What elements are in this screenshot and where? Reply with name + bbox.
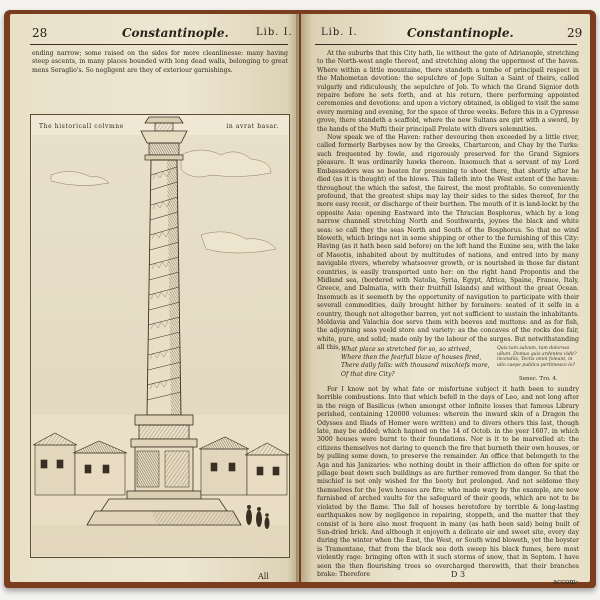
verse-reference: Senec. Tro. 4. [519,376,558,382]
verse-line: There daily falls: with thousand mischiefs more, [341,362,490,370]
header-rule [315,44,577,45]
column-engraving [31,115,289,557]
page-number: 28 [32,26,48,40]
figure-caption-right: in avrat basar. [226,123,279,130]
figure-caption-left: The historicall colvmne [39,123,124,130]
signature-mark: All [258,572,269,581]
signature-mark: D 3 [451,570,466,579]
header-rule [30,44,288,45]
left-page [10,14,299,582]
page-number: 29 [567,26,583,40]
running-head: Constantinople. [122,26,229,40]
catchword: accom- [553,578,579,586]
paragraph: Now speak we of the Haven: rather devouring then exceeded by a little river, called formerly Barbyses now by the Greeks, Chartarcon, and Chay by the Turks: such frequented by fowle, and rigorously preserved for the Grand Signiors pleasure. It was ordinarily hawks thereon. Insomuch that a servant of my Lord Embassadors was so beaten for presuming to shoot there, that shortly after he died (as it is thought) of the blows. This falleth into the West extent of the haven: throughout the which the safest, the fairest, the most profitable. So conveniently profound, that the greatest ships may lay their sides to the sides thereof, for the more easy receit, or discharge of their burthen. The mouth of it is land-lockt by the opposite Asia: opening Eastward into the Thracian Bosphorus, which by a long narrow channell stretching North and Southwards, joynes the black and white seas: so call they the seas North and South of the Bosphorus. So that no wind bloweth, which brings not in some shipping or other to the furnishing of this City: Having (as it hath been said before) on the left hand the Euxine sea, with the lake of Maeotis, inhabited about by multitudes of nations, and entred into by many navigable rivers, whereby whatsoever growth, or is nourished in those far distant countries, is easily transported unto her: on the right hand Propontis and the Midland sea, (bordered with Natolia, Syria, Egypt, Africa, Spaine, France, Italy, Greece, and Dalmatia, with their fruitfull Islands) and without the great Ocean. Insomuch as it seemeth by the opportunity of navigation to participate with their severall commodities, daily brought hither by forainers: seated of it selfe in a country, though not altogether barren, yet not sufficient to sustain the inhabitants. Moldavia and Valachia doe serve them with beeves and muttons: and as for fish, the adjoyning seas yeeld store and variety: as the concaves of the rocks doe fair, white, pure, and solid; made only by the labour of the surges. But notwithstanding all this, [317,134,579,352]
right-page [301,14,590,586]
book-label: Lib. I. [256,27,293,38]
engraving-figure [30,114,290,558]
book-spread [4,10,596,588]
verse-line: What place so stretched for so, so strived, [341,346,472,353]
verse-line: Of that dire City? [341,370,395,378]
verse-quote [341,346,491,379]
verse-line: Where then the fearfull blaze of houses fired, [341,354,482,362]
continuation-text: ending narrow; some raised on the sides for more cleanlinesse: many having steep ascents, in many places bounded with long dead walls, belonging to great mens Seraglio's. So negligent are they of exteriour garnishings. [32,50,288,74]
paragraph: At the suburbs that this City hath, lie without the gate of Adrianople, stretching to the North-west angle thereof, and stretching along the uppermost of the haven. Where within a little mountaine, there standeth a tombe of principall respect in the Mahometan devotion: the sepulchre of Jope Sultan a Saint of theirs, called vulgarly and ridiculously, the sepulchre of Job. To which the Grand Signior doth repaire before he sets forth, and at his return, there performing appointed ceremonies and devotions: and upon a victory obtained, is obliged to visit the same every morning and evening, for the space of three weeks. Before this in a Cypresse grove, there standeth a scaffold, where the new Sultans are girt with a sword, by the hands of the Mufti their principall Prelate with divers solemnities. [317,50,579,133]
book-label: Lib. I. [321,27,358,38]
running-head: Constantinople. [407,26,514,40]
marginal-note: Quis tam salvum, tam doloroso ullum. Domus quis ardentes vidit? incendiis, Tectis omni foleant, in ullo caepe publica pertimesco lo? [497,346,577,368]
paragraph: For I know not by what fate or misfortune subject it hath been to sundry horrible combustions. Into that which befell in the days of Leo, and not long after in the reign of Basilicus (when amongst other infinite losses that famous Library perished, containing 120000 volumes: wherein the inward skin of a Dragon the Odysses and Iliads of Homer were written) and to divers others this last, though late, may be added; which hapned on the 14 of Octob. in the yeer 1607. in which 3000 houses were burnt to their foundations. Nor is it to be marvelled at: the citizens themselves not daring to quench the fire that burneth their own houses, or by pulling some down, to preserve the remainder. An office that belongeth to the Aga and his Janizaries: who nothing doubt in their affliction do often for spite or pillage beat down such buildings as are further removed from danger. So that the mischief is not only wished for the booty but prolonged. And not seldome they themselves for the Jews houses are fire: who made wary by the example, are now furnished of arched vaults for the safeguard of their goods, which are not to be violated by the flame. The fall of houses heretofore by terrible & long-lasting earthquakes now by negligence in repairing, stoppeth, and the matter that they consist of is here also most frequent in many (as hath been said) being built of Sun-dried brick. And although it enjoyeth a delicate air and sweet site, every day during the winter when the East, the West, or South wind bloweth, yet the boyster is Tramontane, that from the black sea doth sweep his black fumes, here most violently rage: bringing often with it such storms of snow, that in Septem. I have seen the then flourishing trees so overcharged therewith, that their branches brake: Therefore [317,386,579,578]
